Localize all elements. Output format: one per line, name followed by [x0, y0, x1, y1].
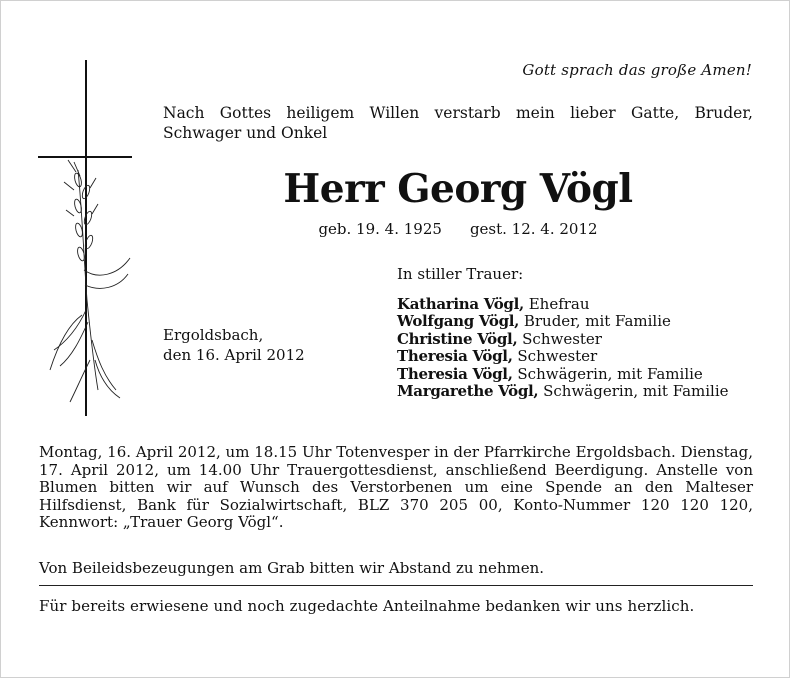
mourner-entry — [397, 348, 729, 366]
mourner-entry — [397, 296, 729, 314]
date-line: den 16. April 2012 — [163, 346, 305, 364]
mourner-relation: Schwester — [512, 347, 598, 365]
condolence-note: Von Beileidsbezeugungen am Grab bitten wir Abstand zu nehmen. — [39, 559, 545, 577]
wheat-ear-icon — [50, 160, 130, 402]
mourner-entry — [397, 313, 729, 331]
mourner-entry — [397, 331, 729, 349]
mourner-name: Katharina Vögl, — [397, 294, 524, 313]
cross-with-wheat-icon — [38, 60, 138, 420]
mourner-entry — [397, 366, 729, 384]
birth-date: geb. 19. 4. 1925 — [318, 220, 442, 238]
divider — [39, 585, 753, 586]
mourner-name: Margarethe Vögl, — [397, 382, 539, 400]
mourner-name: Christine Vögl, — [397, 329, 518, 348]
mourner-relation: Bruder, mit Familie — [519, 312, 671, 330]
intro-text: Nach Gottes heiligem Willen verstarb mein lieber Gatte, Bruder, Schwager und Onkel — [163, 104, 753, 142]
mourner-relation: Schwester — [517, 329, 602, 348]
deceased-name: Herr Georg Vögl — [283, 166, 633, 212]
mourner-relation: Ehefrau — [523, 294, 590, 313]
place-and-date — [163, 325, 305, 365]
life-dates — [163, 220, 753, 238]
mourner-relation: Schwägerin, mit Familie — [512, 364, 703, 383]
mourners-list — [397, 266, 729, 401]
place-line: Ergoldsbach, — [163, 326, 264, 344]
motto: Gott sprach das große Amen! — [522, 61, 752, 79]
mourner-entry — [397, 383, 729, 401]
mourner-name: Theresia Vögl, — [397, 364, 513, 383]
service-details: Montag, 16. April 2012, um 18.15 Uhr Totenvesper in der Pfarrkirche Ergoldsbach. Dienstag, 17. April 2012, um 14.00 Uhr Trauergottesdienst, anschließend Beerdigung. Anstelle von Blumen bitten wir auf Wunsch des Verstorbenen um eine Spende an den Malteser Hilfsdienst, Bank für Sozialwirtschaft, BLZ 370 205 00, Konto-Nummer 120 120 120, Kennwort: „Trauer Georg Vögl“. — [39, 443, 753, 532]
mourners-heading: In stiller Trauer: — [397, 265, 524, 283]
mourner-name: Wolfgang Vögl, — [397, 312, 520, 330]
mourner-name: Theresia Vögl, — [397, 347, 513, 365]
mourner-relation: Schwägerin, mit Familie — [538, 382, 729, 400]
thanks-note: Für bereits erwiesene und noch zugedachte Anteilnahme bedanken wir uns herzlich. — [39, 597, 695, 615]
death-date: gest. 12. 4. 2012 — [469, 220, 598, 238]
